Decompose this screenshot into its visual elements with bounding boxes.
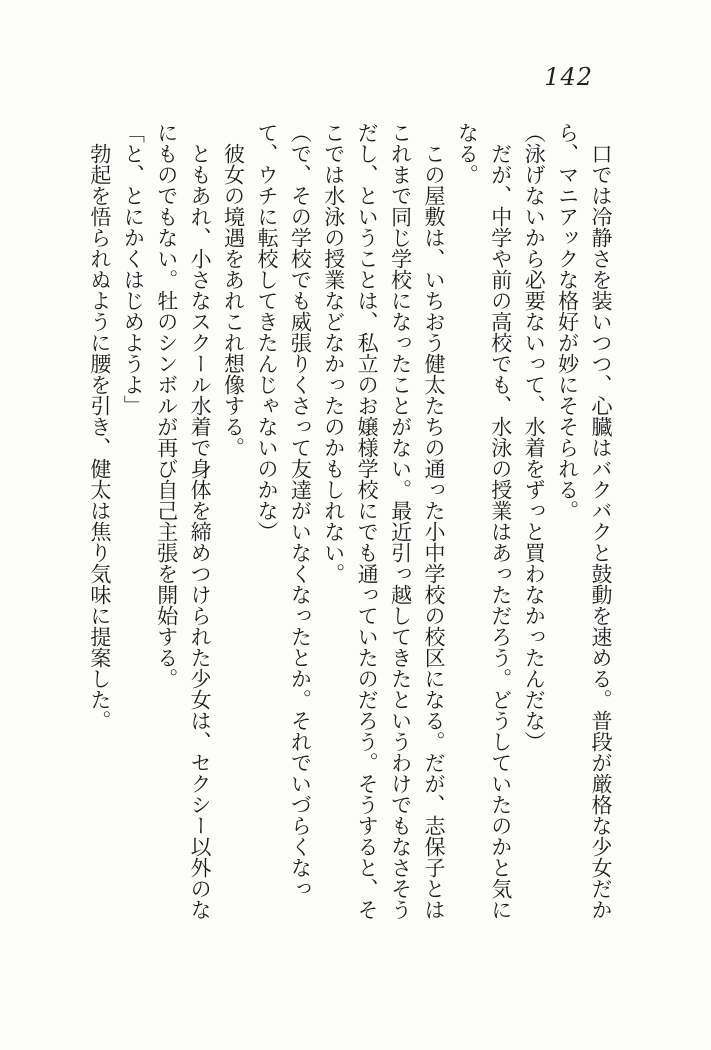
paragraph: ともあれ、小さなスクール水着で身体を締めつけられた少女は、セクシー以外のなにものでもない。牡のシンボルが再び自己主張を開始する。 <box>154 122 213 920</box>
paragraph: この屋敷は、いちおう健太たちの通った小中学校の校区になる。だが、志保子とはこれまで同じ学校になったことがない。最近引っ越してきたというわけでもなさそうだし、ということは、私立のお嬢様学校にでも通っていたのだろう。そうすると、そこでは水泳の授業などなかったのかもしれない。 <box>321 122 446 920</box>
paragraph: （で、その学校でも威張りくさって友達がいなくなったとか。それでいづらくなって、ウチに転校してきたんじゃないのかな） <box>254 122 313 899</box>
paragraph: 勃起を悟られぬように腰を引き、健太は焦り気味に提案した。 <box>87 143 112 731</box>
paragraph: 口では冷静さを装いつつ、心臓はバクバクと鼓動を速める。普段が厳格な少女だから、マニアックな格好が妙にそそられる。 <box>555 122 613 920</box>
paragraph: 「と、とにかくはじめようよ」 <box>121 122 146 416</box>
body-text <box>83 122 618 920</box>
page-number: 142 <box>544 63 593 91</box>
paragraph: 彼女の境遇をあれこれ想像する。 <box>221 143 246 458</box>
paragraph: だが、中学や前の高校でも、水泳の授業はあっただろう。どうしていたのかと気になる。 <box>455 122 513 920</box>
paragraph: （泳げないから必要ないって、水着をずっと買わなかったんだな） <box>522 122 547 752</box>
